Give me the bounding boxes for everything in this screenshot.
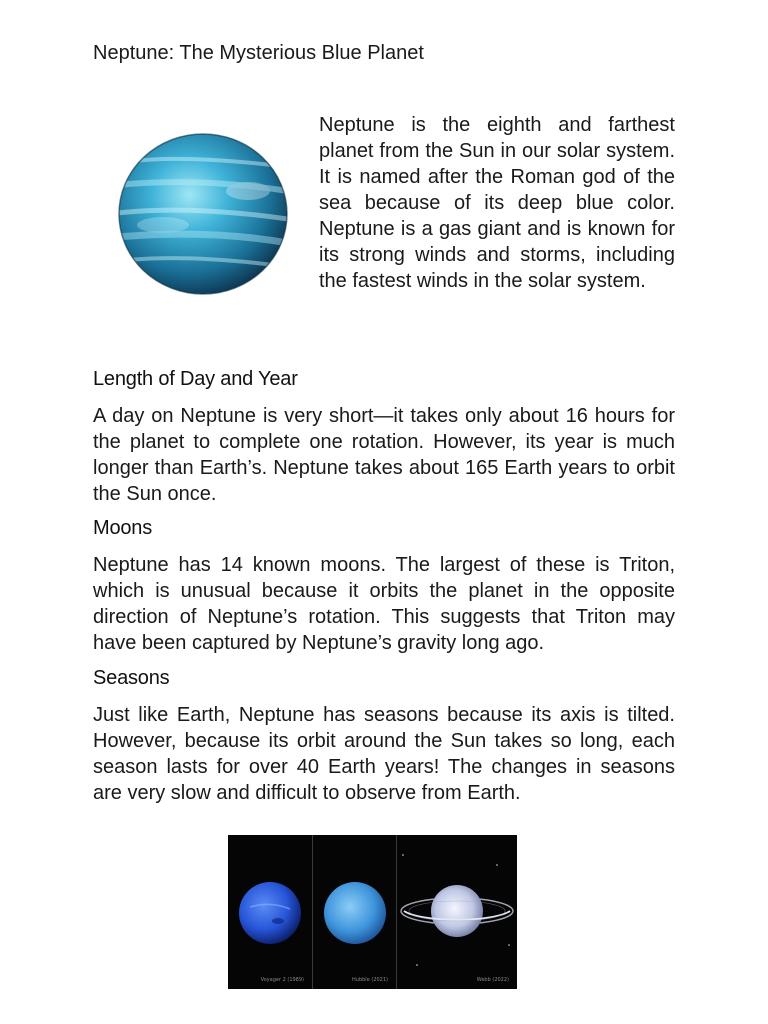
heading-moons: Moons: [93, 517, 153, 539]
hubble-caption: Hubble (2021): [352, 977, 388, 983]
neptune-comparison-figure: [228, 835, 517, 989]
hubble-panel: [313, 835, 397, 989]
webb-neptune-image: [397, 835, 517, 989]
intro-paragraph: Neptune is the eighth and farthest planet from the Sun in our solar system. It is named after the Roman god of the sea because of its deep blue color. Neptune is a gas giant and is known for its strong winds and storms, including the fastest winds in the solar system.: [319, 114, 675, 292]
neptune-illustration: [118, 133, 288, 295]
voyager-neptune-image: [228, 835, 312, 989]
heading-day-year: Length of Day and Year: [93, 368, 298, 390]
hubble-neptune-image: [313, 835, 396, 989]
webb-caption: Webb (2022): [476, 977, 509, 983]
paragraph-day-year: A day on Neptune is very short—it takes only about 16 hours for the planet to complete one rotation. However, its year is much longer than Earth’s. Neptune takes about 165 Earth years to orbit the Sun once.: [93, 405, 675, 505]
paragraph-seasons: Just like Earth, Neptune has seasons because its axis is tilted. However, because its orbit around the Sun takes so long, each season lasts for over 40 Earth years! The changes in seasons are very slow and difficult to observe from Earth.: [93, 704, 675, 804]
document-title: Neptune: The Mysterious Blue Planet: [93, 42, 424, 64]
voyager-caption: Voyager 2 (1989): [260, 977, 304, 983]
heading-seasons: Seasons: [93, 667, 170, 689]
voyager-panel: [228, 835, 313, 989]
paragraph-moons: Neptune has 14 known moons. The largest of these is Triton, which is unusual because it orbits the planet in the opposite direction of Neptune’s rotation. This suggests that Triton may have been captured by Neptune’s gravity long ago.: [93, 554, 675, 654]
webb-panel: [397, 835, 517, 989]
